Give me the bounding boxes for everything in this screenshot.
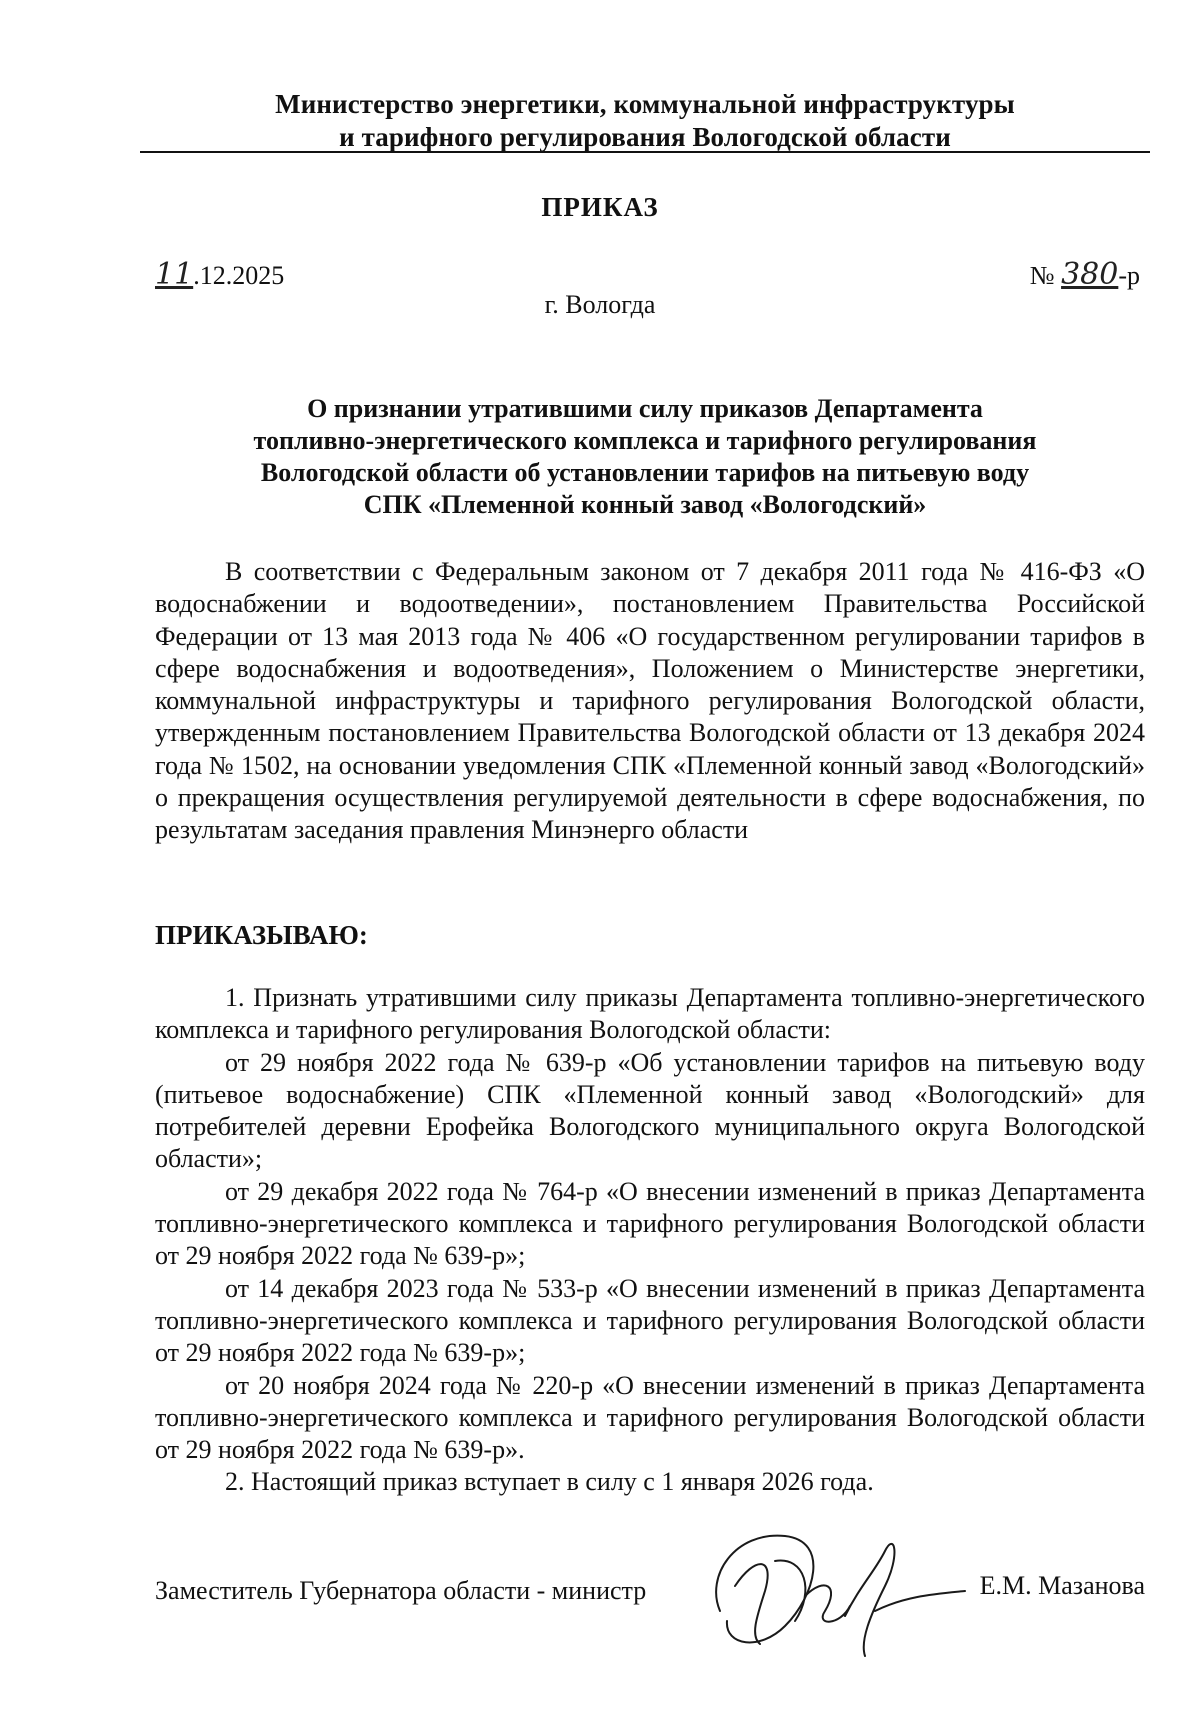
handwritten-number: 380 — [1061, 257, 1119, 292]
number-prefix: № — [1029, 261, 1062, 290]
ministry-header — [140, 88, 1150, 154]
repealed-order-3: от 14 декабря 2023 года № 533-р «О внесении изменений в приказ Департамента топливно-энергетического комплекса и тарифного регулирования Вологодской области от 29 ноября 2022 года № 639-р»; — [155, 1273, 1145, 1368]
item-2: 2. Настоящий приказ вступает в силу с 1 января 2026 года. — [225, 1467, 874, 1497]
handwritten-signature — [665, 1516, 985, 1666]
repealed-order-2: от 29 декабря 2022 года № 764-р «О внесении изменений в приказ Департамента топливно-энергетического комплекса и тарифного регулирования Вологодской области от 29 ноября 2022 года № 639-р»; — [155, 1176, 1145, 1271]
signatory-position: Заместитель Губернатора области - министр — [155, 1576, 647, 1605]
item-1: 1. Признать утратившими силу приказы Департамента топливно-энергетического комплекса и тарифного регулирования Вологодской области: — [155, 983, 1145, 1045]
document-type-title: ПРИКАЗ — [541, 192, 659, 222]
signature-block — [155, 1516, 1145, 1666]
signatory-name: Е.М. Мазанова — [979, 1571, 1145, 1600]
document-city: г. Вологда — [544, 290, 656, 319]
ministry-name-line-1: Министерство энергетики, коммунальной инфраструктуры — [275, 89, 1015, 119]
order-items — [155, 982, 1145, 1499]
header-divider — [140, 151, 1150, 153]
preamble-paragraph — [155, 556, 1145, 847]
number-suffix: -р — [1118, 261, 1140, 290]
subject-line-3: Вологодской области об установлении тарифов на питьевую воду — [260, 458, 1030, 487]
document-subject — [140, 393, 1150, 521]
subject-line-2: топливно-энергетического комплекса и тарифного регулирования — [253, 426, 1037, 455]
repealed-order-4: от 20 ноября 2024 года № 220-р «О внесении изменений в приказ Департамента топливно-энергетического комплекса и тарифного регулирования Вологодской области от 29 ноября 2022 года № 639-р». — [155, 1370, 1145, 1465]
date-rest: .12.2025 — [193, 261, 285, 290]
subject-line-4: СПК «Племенной конный завод «Вологодский» — [363, 490, 927, 519]
command-word: ПРИКАЗЫВАЮ: — [155, 920, 368, 950]
document-number — [1030, 257, 1140, 292]
handwritten-day: 11 — [155, 257, 194, 292]
preamble-text: В соответствии с Федеральным законом от 7 декабря 2011 года № 416-ФЗ «О водоснабжении и водоотведении», постановлением Правительства Российской Федерации от 13 мая 2013 года № 406 «О государственном регулировании тарифов в сфере водоснабжения и водоотведения», Положением о Министерстве энергетики, коммунальной инфраструктуры и тарифного регулирования Вологодской области, утвержденным постановлением Правительства Вологодской области от 13 декабря 2024 года № 1502, на основании уведомления СПК «Племенной конный завод «Вологодский» о прекращения осуществления регулируемой деятельности в сфере водоснабжения, по результатам заседания правления Минэнерго области — [155, 557, 1145, 845]
subject-line-1: О признании утратившими силу приказов Департамента — [307, 394, 983, 423]
document-date — [155, 257, 284, 292]
ministry-name-line-2: и тарифного регулирования Вологодской области — [339, 122, 951, 152]
repealed-order-1: от 29 ноября 2022 года № 639-р «Об установлении тарифов на питьевую воду (питьевое водоснабжение) СПК «Племенной конный завод «Вологодский» для потребителей деревни Ерофейка Вологодского муниципального округа Вологодской области»; — [155, 1047, 1145, 1174]
